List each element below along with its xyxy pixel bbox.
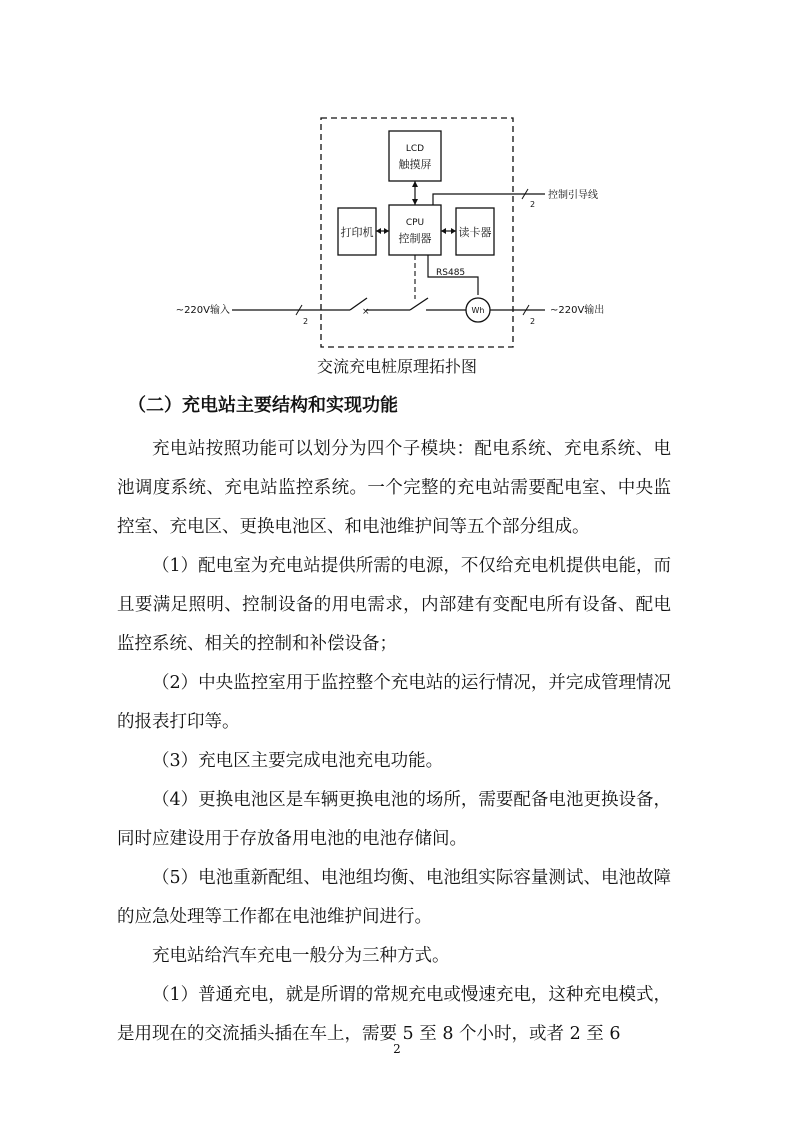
touchscreen-label: 触摸屏 bbox=[398, 158, 432, 171]
page-number: 2 bbox=[393, 1042, 401, 1056]
switch-contact-mark: × bbox=[362, 307, 370, 317]
switch-blade-2 bbox=[410, 298, 428, 310]
wire-count-label: 2 bbox=[303, 317, 309, 326]
arrowhead bbox=[451, 228, 456, 234]
controller-label: 控制器 bbox=[398, 232, 432, 245]
lcd-label: LCD bbox=[405, 144, 425, 154]
body-paragraph: （1）配电室为充电站提供所需的电源，不仅给充电机提供电能，而且要满足照明、控制设备的用电需求，内部建有变配电所有设备、配电监控系统、相关的控制和补偿设备； bbox=[117, 556, 671, 654]
arrowhead bbox=[441, 228, 446, 234]
body-paragraph: （1）普通充电，就是所谓的常规充电或慢速充电，这种充电模式，是用现在的交流插头插在车上，需要 5 至 8 个小时，或者 2 至 6 bbox=[117, 985, 671, 1044]
rs485-label: RS485 bbox=[436, 268, 466, 278]
body-paragraph: 充电站给汽车充电一般分为三种方式。 bbox=[152, 946, 450, 966]
body-paragraph: （3）充电区主要完成电池充电功能。 bbox=[152, 751, 444, 771]
card-reader-label: 读卡器 bbox=[458, 226, 492, 239]
section-heading: （二）充电站主要结构和实现功能 bbox=[128, 395, 398, 416]
cpu-controller-box bbox=[389, 205, 441, 255]
arrowhead bbox=[376, 228, 381, 234]
input-label: ~220V输入 bbox=[175, 305, 230, 316]
printer-label: 打印机 bbox=[340, 226, 374, 239]
control-pilot-line bbox=[433, 194, 545, 205]
wire-count-label: 2 bbox=[530, 200, 536, 209]
wire-count-label: 2 bbox=[530, 317, 536, 326]
lcd-touchscreen-box bbox=[389, 131, 441, 181]
output-label: ~220V输出 bbox=[550, 305, 605, 316]
control-pilot-label: 控制引导线 bbox=[548, 190, 598, 201]
arrowhead bbox=[412, 199, 418, 205]
meter-label: Wh bbox=[471, 306, 485, 315]
charging-pile-topology-diagram bbox=[0, 0, 794, 360]
body-paragraph: 充电站按照功能可以划分为四个子模块：配电系统、充电系统、电池调度系统、充电站监控系统。一个完整的充电站需要配电室、中央监控室、充电区、更换电池区、和电池维护间等五个部分组成。 bbox=[117, 439, 671, 537]
body-paragraph: （2）中央监控室用于监控整个充电站的运行情况，并完成管理情况的报表打印等。 bbox=[117, 673, 671, 732]
body-paragraph: （4）更换电池区是车辆更换电池的场所，需要配备电池更换设备，同时应建设用于存放备用电池的电池存储间。 bbox=[117, 790, 671, 849]
figure-caption: 交流充电桩原理拓扑图 bbox=[316, 357, 477, 376]
arrowhead bbox=[384, 228, 389, 234]
cpu-label: CPU bbox=[405, 218, 425, 228]
arrowhead bbox=[412, 181, 418, 187]
body-paragraph: （5）电池重新配组、电池组均衡、电池组实际容量测试、电池故障的应急处理等工作都在电池维护间进行。 bbox=[117, 868, 671, 927]
